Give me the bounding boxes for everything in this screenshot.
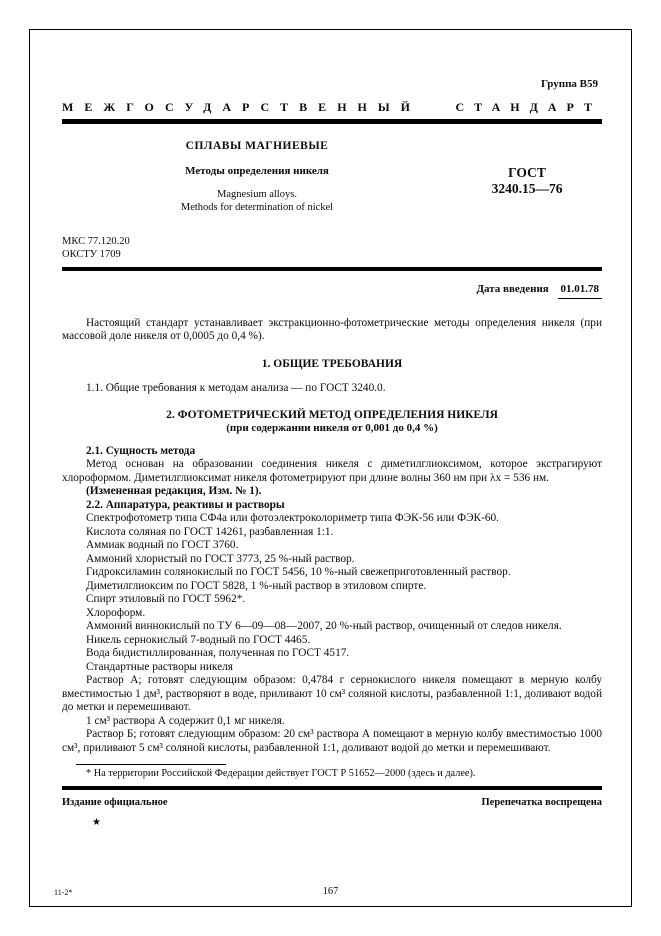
title-block: [62, 140, 602, 214]
page-border-frame: [29, 29, 632, 907]
footer-row: [62, 796, 602, 810]
solution-b-paragraph: Раствор Б; готовят следующим образом: 20 см³ раствора А помещают в мерную колбу вместимостью 1000 см³, приливают 5 см³ соляной кислоты, разбавленной 1:1, доливают водой до метки и перемешивают.: [62, 728, 602, 754]
gost-label: ГОСТ: [508, 165, 546, 180]
document-content: [62, 30, 602, 830]
reagent-paragraph: Гидроксиламин солянокислый по ГОСТ 5456, 10 %-ный свежеприготовленный раствор.: [86, 566, 511, 578]
intro-paragraph: Настоящий стандарт устанавливает экстракционно-фотометрические методы определения никеля (при массовой доле никеля от 0,0005 до 0,4 %).: [62, 316, 602, 342]
section-1-heading: 1. ОБЩИЕ ТРЕБОВАНИЯ: [261, 357, 403, 370]
page-number: 167: [322, 886, 339, 897]
reagent-paragraph: Вода бидистиллированная, полученная по ГОСТ 4517.: [86, 647, 350, 659]
footnote-text: * На территории Российской Федерации действует ГОСТ Р 51652—2000 (здесь и далее).: [86, 768, 476, 779]
section-2-heading: 2. ФОТОМЕТРИЧЕСКИЙ МЕТОД ОПРЕДЕЛЕНИЯ НИКЕЛЯ: [166, 408, 498, 421]
reagent-paragraph: Аммоний виннокислый по ТУ 6—09—08—2007, 20 %-ный раствор, очищенный от следов никеля.: [86, 620, 562, 632]
reagent-paragraph: Кислота соляная по ГОСТ 14261, разбавленная 1:1.: [86, 525, 334, 538]
reagent-paragraph: Спирт этиловый по ГОСТ 5962*.: [86, 593, 246, 605]
classification-divider-rule: [62, 267, 602, 271]
reagent-paragraph: Аммоний хлористый по ГОСТ 3773, 25 %-ный раствор.: [86, 552, 355, 565]
document-subtitle-en: Methods for determination of nickel: [180, 201, 334, 213]
mks-code: МКС 77.120.20: [62, 236, 130, 247]
introduction-date-line: [62, 283, 602, 299]
reagent-paragraph: Стандартные растворы никеля: [86, 660, 233, 673]
gost-number: 3240.15—76: [491, 181, 563, 196]
classification-block: [62, 236, 602, 261]
footer-divider-rule: [62, 786, 602, 790]
footnote-separator-rule: [76, 764, 226, 765]
standard-word-standard: СТАНДАРТ: [455, 99, 602, 114]
group-code: Группа В59: [540, 78, 598, 90]
reagent-paragraph: Никель сернокислый 7-водный по ГОСТ 4465.: [86, 633, 311, 646]
introduction-date-label: Дата введения: [476, 283, 549, 295]
standard-type-heading: [62, 101, 602, 115]
header-divider-rule: [62, 119, 602, 124]
sheet-code: 11-2*: [54, 888, 73, 897]
page-footer-strip: [30, 881, 631, 899]
standard-word-intergovernmental: МЕЖГОСУДАРСТВЕННЫЙ: [62, 99, 421, 114]
clause-2-1-heading: 2.1. Сущность метода: [86, 444, 196, 457]
reagent-paragraph: Диметилглиоксим по ГОСТ 5828, 1 %-ный раствор в этиловом спирте.: [86, 579, 427, 592]
amendment-note: (Измененная редакция, Изм. № 1).: [86, 485, 262, 497]
star-icon: ★: [92, 817, 101, 828]
title-column: [62, 140, 452, 214]
document-title-ru: СПЛАВЫ МАГНИЕВЫЕ: [185, 140, 329, 152]
reagent-paragraph: Аммиак водный по ГОСТ 3760.: [86, 539, 239, 551]
solution-a-paragraph: Раствор А; готовят следующим образом: 0,4784 г сернокислого никеля помещают в мерную колбу вместимостью 1 дм³, растворяют в воде, приливают 10 см³ соляной кислоты, разбавленной 1:1, доливают водой до метки и перемешивают.: [62, 674, 602, 713]
clause-2-1-text: Метод основан на образовании соединения никеля с диметилглиоксимом, которое экстрагируют хлороформом. Диметилглиоксимат никеля фотометрируют при длине волны 360 нм при λх = 536 нм.: [62, 458, 602, 484]
gost-designation: [452, 140, 602, 214]
okstu-code: ОКСТУ 1709: [62, 248, 121, 260]
document-subtitle-ru: Методы определения никеля: [185, 164, 329, 177]
solution-a-concentration: 1 см³ раствора А содержит 0,1 мг никеля.: [86, 714, 285, 727]
clause-2-2-heading: 2.2. Аппаратура, реактивы и растворы: [86, 498, 285, 511]
reagent-paragraph: Спектрофотометр типа СФ4а или фотоэлектроколориметр типа ФЭК-56 или ФЭК-60.: [86, 512, 499, 524]
document-title-en: Magnesium alloys.: [217, 189, 297, 200]
introduction-date-value: 01.01.78: [558, 283, 603, 299]
footnote-block: [62, 764, 602, 781]
reagent-paragraph: Хлороформ.: [86, 606, 146, 619]
official-edition-label: Издание официальное: [62, 796, 168, 808]
clause-1-1: 1.1. Общие требования к методам анализа — по ГОСТ 3240.0.: [86, 382, 386, 394]
section-2-subheading: (при содержании никеля от 0,001 до 0,4 %): [226, 422, 438, 434]
reprint-prohibited-label: Перепечатка воспрещена: [481, 796, 602, 808]
